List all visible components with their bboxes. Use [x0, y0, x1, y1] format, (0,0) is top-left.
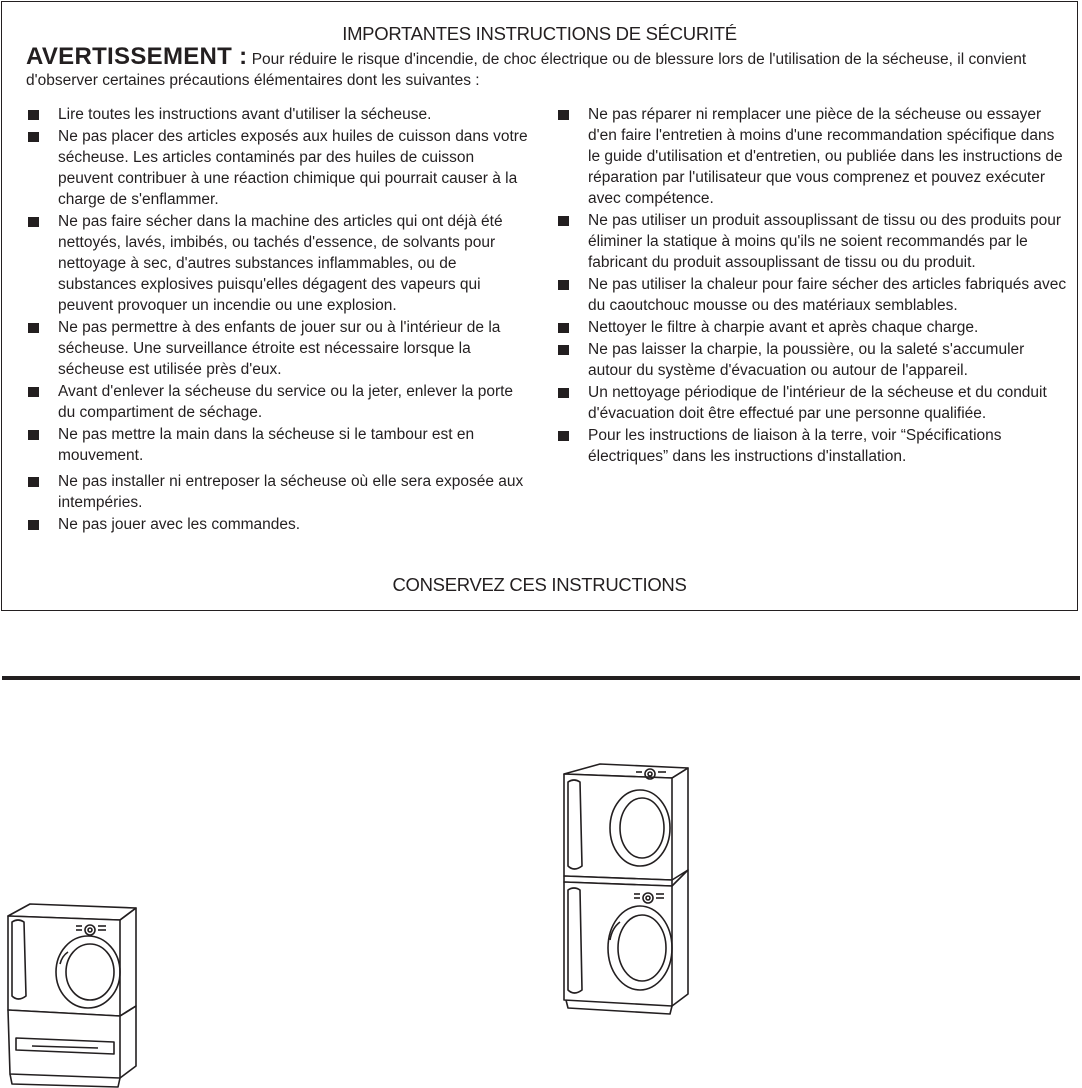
dryer-on-pedestal-illustration [2, 898, 147, 1088]
section-divider [2, 676, 1080, 680]
box-title: IMPORTANTES INSTRUCTIONS DE SÉCURITÉ [342, 23, 737, 44]
list-item: Ne pas faire sécher dans la machine des articles qui ont déjà été nettoyés, lavés, imbibés, ou tachés d'essence, de solvants pour nettoyage à sec, d'autres substances inflammables, ou de substances explosives puisqu'elles dégagent des vapeurs qui peuvent provoquer un incendie ou une explosion. [28, 211, 533, 316]
list-item: Pour les instructions de liaison à la terre, voir “Spécifications électriques” dans les instructions d'installation. [558, 425, 1070, 467]
right-instruction-list [558, 104, 1070, 468]
list-item: Ne pas laisser la charpie, la poussière, ou la saleté s'accumuler autour du système d'évacuation ou autour de l'appareil. [558, 339, 1070, 381]
save-instructions-heading: CONSERVEZ CES INSTRUCTIONS [392, 574, 687, 595]
list-item: Ne pas placer des articles exposés aux huiles de cuisson dans votre sécheuse. Les articles contaminés par des huiles de cuisson peuvent contribuer à une réaction chimique qui pourrait causer à la charge de s'enflammer. [28, 126, 533, 210]
safety-instructions-box [1, 1, 1078, 611]
list-item: Avant d'enlever la sécheuse du service ou la jeter, enlever la porte du compartiment de séchage. [28, 381, 533, 423]
list-item: Ne pas jouer avec les commandes. [28, 514, 533, 535]
list-item: Ne pas réparer ni remplacer une pièce de la sécheuse ou essayer d'en faire l'entretien à moins d'une recommandation spécifique dans le guide d'utilisation et d'entretien, ou publiée dans les instructions de réparation par l'utilisateur que vous comprenez et pouvez exécuter avec compétence. [558, 104, 1070, 209]
warning-lead: AVERTISSEMENT : [26, 43, 248, 70]
stacked-washer-dryer-illustration [560, 762, 694, 1022]
list-item: Lire toutes les instructions avant d'utiliser la sécheuse. [28, 104, 533, 125]
list-item: Ne pas mettre la main dans la sécheuse si le tambour est en mouvement. [28, 424, 533, 466]
left-instruction-list [28, 104, 533, 536]
list-item: Nettoyer le filtre à charpie avant et après chaque charge. [558, 317, 1070, 338]
warning-paragraph [26, 43, 1066, 91]
warning-text: Pour réduire le risque d'incendie, de choc électrique ou de blessure lors de l'utilisation de la sécheuse, il convient d'observer certaines précautions élémentaires dont les suivantes : [26, 51, 1027, 89]
list-item: Ne pas utiliser un produit assouplissant de tissu ou des produits pour éliminer la statique à moins qu'ils ne soient recommandés par le fabricant du produit assouplissant de tissu ou du produit. [558, 210, 1070, 273]
list-item: Ne pas permettre à des enfants de jouer sur ou à l'intérieur de la sécheuse. Une surveillance étroite est nécessaire lorsque la sécheuse est utilisée près d'eux. [28, 317, 533, 380]
list-item: Ne pas installer ni entreposer la sécheuse où elle sera exposée aux intempéries. [28, 471, 533, 513]
list-item: Un nettoyage périodique de l'intérieur de la sécheuse et du conduit d'évacuation doit être effectué par une personne qualifiée. [558, 382, 1070, 424]
list-item: Ne pas utiliser la chaleur pour faire sécher des articles fabriqués avec du caoutchouc mousse ou des matériaux semblables. [558, 274, 1070, 316]
